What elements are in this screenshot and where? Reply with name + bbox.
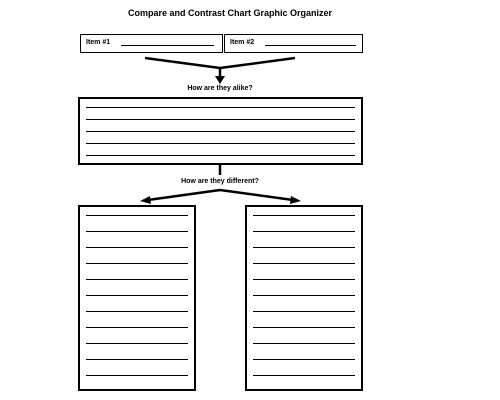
different-left-line <box>86 311 188 312</box>
different-left-line <box>86 279 188 280</box>
different-right-line <box>253 375 355 376</box>
different-left-line <box>86 343 188 344</box>
page-title: Compare and Contrast Chart Graphic Organizer <box>127 8 333 18</box>
alike-line <box>86 131 355 132</box>
alike-box <box>78 97 363 165</box>
different-left-line <box>86 263 188 264</box>
alike-line <box>86 155 355 156</box>
alike-line <box>86 107 355 108</box>
different-right-line <box>253 279 355 280</box>
different-right-line <box>253 295 355 296</box>
split-arrowhead-left <box>140 196 151 204</box>
different-left-line <box>86 215 188 216</box>
different-left-line <box>86 375 188 376</box>
alike-line <box>86 119 355 120</box>
merge-arrowhead <box>215 76 225 84</box>
item-2-label: Item #2 <box>230 39 255 46</box>
split-arrowhead-right <box>290 196 301 204</box>
different-left-box <box>78 205 196 391</box>
different-left-line <box>86 359 188 360</box>
different-left-line <box>86 327 188 328</box>
different-right-line <box>253 327 355 328</box>
different-right-line <box>253 263 355 264</box>
different-left-line <box>86 247 188 248</box>
merge-arrow <box>145 58 295 76</box>
alike-line <box>86 143 355 144</box>
different-right-line <box>253 311 355 312</box>
different-left-line <box>86 231 188 232</box>
different-right-line <box>253 231 355 232</box>
different-left-line <box>86 295 188 296</box>
item-1-label: Item #1 <box>86 39 111 46</box>
different-right-line <box>253 359 355 360</box>
different-right-line <box>253 343 355 344</box>
alike-question: How are they alike? <box>187 85 253 92</box>
different-right-line <box>253 247 355 248</box>
different-right-line <box>253 215 355 216</box>
different-right-box <box>245 205 363 391</box>
different-question: How are they different? <box>181 178 259 185</box>
